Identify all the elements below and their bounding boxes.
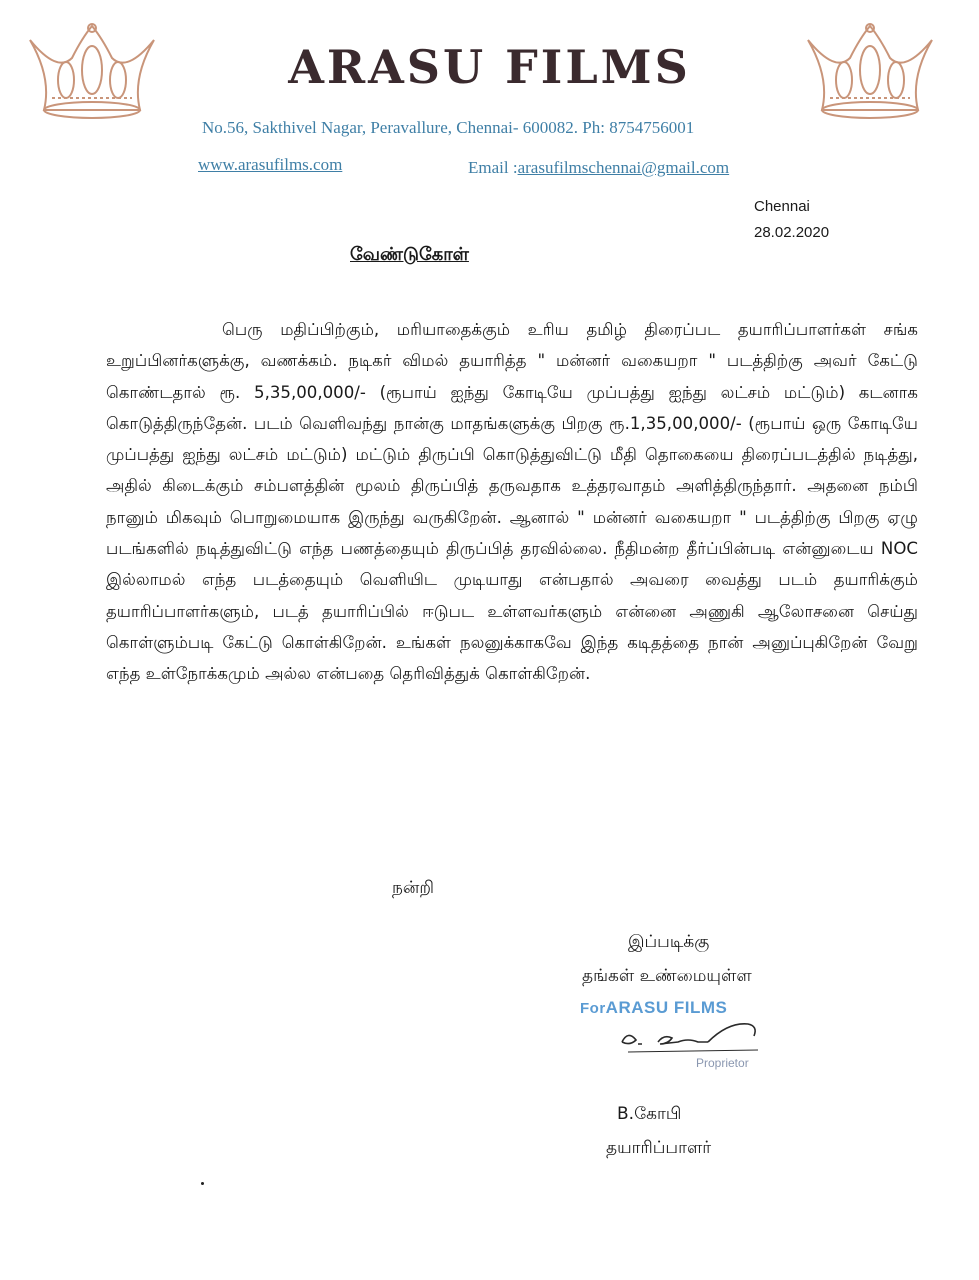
stamp-for-label: For: [580, 1000, 606, 1017]
email-link[interactable]: arasufilmschennai@gmail.com: [517, 158, 730, 177]
closing-line-1: இப்படிக்கு: [628, 932, 710, 952]
stamp-role: Proprietor: [696, 1056, 749, 1070]
letter-body: பெரு மதிப்பிற்கும், மரியாதைக்கும் உரிய தமிழ் திரைப்பட தயாரிப்பாளர்கள் சங்க உறுப்பினர்களுக்கு, வணக்கம். நடிகர் விமல் தயாரித்த " மன்னர் வகையறா " படத்திற்கு அவர் கேட்டு கொண்டதால் ரூ. 5,35,00,000/- (ரூபாய் ஐந்து கோடியே முப்பத்து ஐந்து லட்சம் மட்டும்) கடனாக கொடுத்திருந்தேன். படம் வெளிவந்து நான்கு மாதங்களுக்கு பிறகு ரூ.1,35,00,000/- (ரூபாய் ஒரு கோடியே முப்பத்து ஐந்து லட்சம் மட்டும்) மட்டும் திருப்பி கொடுத்துவிட்டு மீதி தொகையை திரைப்படத்தில் நடித்து, அதில் கிடைக்கும் சம்பளத்தின் மூலம் திருப்பித் தருவதாக உத்தரவாதம் அளித்திருந்தார். அதனை நம்பி நானும் மிகவும் பொறுமையாக இருந்து வருகிறேன். ஆனால் " மன்னர் வகையறா " படத்திற்கு பிறகு ஏழு படங்களில் நடித்துவிட்டு எந்த பணத்தையும் திருப்பித் தரவில்லை. நீதிமன்ற தீர்ப்பின்படி என்னுடைய NOC இல்லாமல் எந்த படத்தையும் வெளியிட முடியாது என்பதால் அவரை வைத்து படம் தயாரிக்கும் தயாரிப்பாளர்களும், படத் தயாரிப்பில் ஈடுபட உள்ளவர்களும் என்னை அணுகி ஆலோசனை செய்து கொள்ளும்படி கேட்டு கொள்கிறேன். உங்கள் நலனுக்காகவே இந்த கடிதத்தை நான் அனுப்புகிறேன் வேறு எந்த உள்நோக்கமும் அல்ல என்பதை தெரிவித்துக் கொள்கிறேன்.: [106, 320, 918, 684]
email-label: Email :: [468, 158, 518, 177]
scan-speck: [201, 1182, 204, 1185]
email-line: [468, 158, 729, 178]
signer-role: தயாரிப்பாளர்: [606, 1138, 712, 1158]
company-name: ARASU FILMS: [288, 40, 691, 94]
closing-line-2: தங்கள் உண்மையுள்ள: [582, 966, 752, 986]
letter-place: Chennai: [754, 198, 810, 215]
signature-mark: [608, 1012, 788, 1058]
website-link[interactable]: www.arasufilms.com: [198, 155, 343, 174]
signer-name: B.கோபி: [617, 1104, 682, 1124]
stamp-company: ARASU FILMS: [605, 998, 728, 1017]
company-stamp: [578, 994, 808, 1078]
company-address: No.56, Sakthivel Nagar, Peravallure, Chennai- 600082. Ph: 8754756001: [202, 118, 695, 137]
letter-date: 28.02.2020: [754, 224, 830, 241]
letter-subject: வேண்டுகோள்: [350, 244, 469, 265]
thanks-text: நன்றி: [392, 878, 435, 898]
